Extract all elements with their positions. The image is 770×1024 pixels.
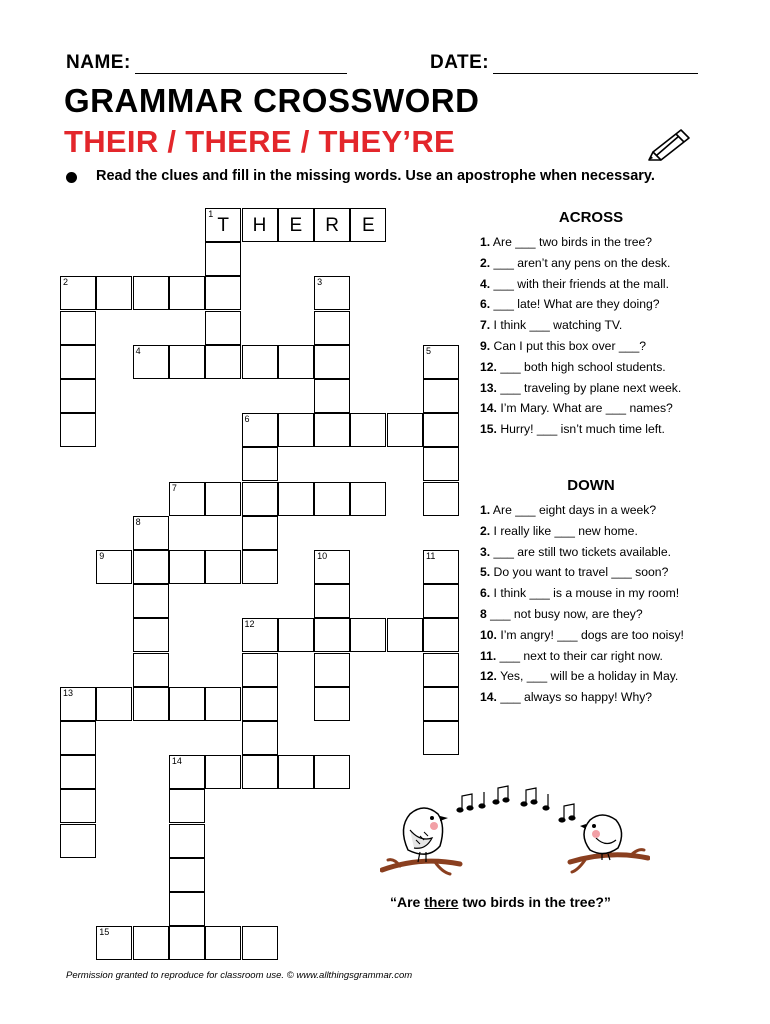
crossword-cell[interactable] (242, 618, 278, 652)
clue-text: Yes, ___ will be a holiday in May. (496, 669, 679, 684)
crossword-cell[interactable] (423, 584, 459, 618)
clue-number: 5 (426, 345, 432, 356)
crossword-cell[interactable] (169, 550, 205, 584)
crossword-cell[interactable] (314, 482, 350, 516)
crossword-cell[interactable] (423, 413, 459, 447)
clue-text: ___ are still two tickets available. (490, 544, 672, 559)
crossword-cell[interactable] (242, 755, 278, 789)
clue-number: 10. (480, 627, 497, 642)
crossword-cell[interactable] (133, 276, 169, 310)
clue-number: 2. (480, 523, 491, 538)
down-heading: DOWN (567, 477, 615, 494)
illustration-caption (390, 894, 611, 910)
crossword-cell[interactable] (278, 345, 314, 379)
clue-number: 2. (480, 255, 491, 270)
crossword-cell[interactable] (133, 926, 169, 960)
cell-letter: E (289, 215, 303, 236)
crossword-cell[interactable] (387, 413, 423, 447)
across-clue (480, 398, 681, 419)
across-clue (480, 419, 681, 440)
down-clue (480, 687, 684, 708)
clue-text: ___ with their friends at the mall. (490, 276, 670, 291)
music-notes (457, 786, 575, 822)
crossword-cell[interactable] (423, 618, 459, 652)
crossword-cell[interactable] (96, 687, 132, 721)
clue-number: 1. (480, 503, 491, 517)
crossword-cell[interactable] (133, 345, 169, 379)
crossword-cell[interactable] (169, 858, 205, 892)
across-clue (480, 315, 681, 336)
crossword-cell[interactable] (133, 516, 169, 550)
clue-text: Are ___ two birds in the tree? (490, 235, 653, 249)
crossword-cell[interactable] (169, 482, 205, 516)
clue-number: 4 (135, 345, 141, 356)
clue-number: 9 (99, 551, 105, 561)
clue-number: 12 (244, 619, 255, 630)
crossword-cell[interactable] (314, 584, 350, 618)
crossword-cell[interactable] (278, 618, 314, 652)
clue-number: 6. (480, 586, 491, 601)
clue-number: 15. (480, 422, 497, 437)
down-clue (480, 583, 684, 604)
clue-number: 3. (480, 544, 491, 559)
name-label: NAME: (66, 52, 131, 73)
birds-illustration (380, 780, 650, 880)
clue-text: I’m angry! ___ dogs are too noisy! (496, 627, 684, 642)
clue-text: ___ not busy now, are they? (486, 606, 643, 621)
clue-text: ___ always so happy! Why? (496, 690, 653, 705)
across-clue (480, 274, 681, 295)
clue-number: 13. (480, 380, 497, 395)
crossword-cell[interactable] (60, 276, 96, 310)
down-clues (480, 500, 684, 708)
crossword-cell[interactable] (314, 413, 350, 447)
cell-letter: R (325, 215, 339, 236)
clue-text: I really like ___ new home. (490, 523, 638, 538)
crossword-cell[interactable] (423, 687, 459, 721)
caption-close: two birds in the tree?” (458, 894, 611, 910)
crossword-cell[interactable] (60, 824, 96, 858)
crossword-cell[interactable] (133, 584, 169, 618)
crossword-cell[interactable] (242, 413, 278, 447)
clue-text: ___ traveling by plane next week. (496, 380, 682, 395)
clue-number: 11. (480, 648, 497, 663)
left-bird (403, 808, 448, 862)
crossword-cell[interactable] (60, 755, 96, 789)
caption-highlight: there (424, 894, 459, 910)
across-heading: ACROSS (558, 209, 624, 226)
across-clue (480, 232, 681, 253)
clue-text: Do you want to travel ___ soon? (490, 565, 669, 580)
down-clue (480, 521, 684, 542)
clue-number: 5. (480, 565, 491, 580)
crossword-cell[interactable] (205, 311, 241, 345)
down-clue (480, 625, 684, 646)
clue-number: 8 (480, 606, 487, 621)
crossword-cell[interactable] (278, 208, 314, 242)
crossword-cell[interactable] (350, 482, 386, 516)
crossword-cell[interactable] (60, 687, 96, 721)
clue-number: 13 (63, 687, 74, 698)
clue-number: 12. (480, 669, 497, 684)
clue-text: Are ___ eight days in a week? (490, 503, 657, 517)
crossword-cell[interactable] (205, 345, 241, 379)
crossword-cell[interactable] (205, 755, 241, 789)
crossword-cell[interactable] (314, 653, 350, 687)
crossword-cell[interactable] (314, 276, 350, 310)
clue-number: 7. (480, 318, 491, 333)
down-clue (480, 542, 684, 563)
crossword-cell[interactable] (60, 311, 96, 345)
crossword-cell[interactable] (169, 926, 205, 960)
cell-letter: E (362, 215, 375, 236)
crossword-cell[interactable] (423, 482, 459, 516)
clue-number: 11 (426, 551, 436, 561)
crossword-cell[interactable] (60, 721, 96, 755)
clue-text: I think ___ watching TV. (490, 318, 623, 333)
crossword-cell[interactable] (314, 687, 350, 721)
crossword-cell[interactable] (242, 550, 278, 584)
down-clue (480, 604, 684, 625)
clue-text: ___ aren’t any pens on the desk. (490, 255, 671, 270)
across-clue (480, 378, 681, 399)
crossword-cell[interactable] (242, 721, 278, 755)
crossword-cell[interactable] (60, 413, 96, 447)
clue-text: ___ next to their car right now. (496, 648, 663, 663)
crossword-cell[interactable] (278, 482, 314, 516)
clue-text: I’m Mary. What are ___ names? (496, 401, 673, 416)
crossword-cell[interactable] (242, 208, 278, 242)
across-clue (480, 294, 681, 315)
clue-number: 8 (135, 516, 141, 527)
crossword-cell[interactable] (242, 345, 278, 379)
crossword-cell[interactable] (133, 653, 169, 687)
clue-number: 1 (208, 209, 214, 219)
crossword-cell[interactable] (169, 687, 205, 721)
crossword-cell[interactable] (242, 482, 278, 516)
crossword-cell[interactable] (242, 687, 278, 721)
footer-permission: Permission granted to reproduce for classroom use. © www.allthingsgrammar.com (66, 970, 413, 981)
crossword-cell[interactable] (205, 687, 241, 721)
crossword-cell[interactable] (423, 653, 459, 687)
crossword-cell[interactable] (314, 618, 350, 652)
crossword-cell[interactable] (205, 550, 241, 584)
crossword-cell[interactable] (169, 755, 205, 789)
clue-number: 9. (480, 338, 491, 353)
crossword-cell[interactable] (205, 242, 241, 276)
clue-number: 14. (480, 401, 497, 416)
crossword-cell[interactable] (314, 311, 350, 345)
clue-number: 1. (480, 235, 491, 249)
clue-number: 4. (480, 276, 491, 291)
crossword-cell[interactable] (96, 550, 132, 584)
clue-number: 6. (480, 297, 491, 312)
crossword-cell[interactable] (242, 926, 278, 960)
crossword-cell[interactable] (314, 345, 350, 379)
instructions: Read the clues and fill in the missing words. Use an apostrophe when necessary. (96, 168, 655, 184)
crossword-cell[interactable] (423, 721, 459, 755)
clue-text: Can I put this box over ___? (490, 338, 646, 353)
crossword-cell[interactable] (60, 379, 96, 413)
clue-number: 10 (317, 551, 328, 561)
crossword-cell[interactable] (387, 618, 423, 652)
caption-open: “Are (390, 894, 425, 910)
clue-text: I think ___ is a mouse in my room! (490, 586, 680, 601)
crossword-cell[interactable] (314, 379, 350, 413)
clue-number: 6 (244, 414, 250, 425)
crossword-cell[interactable] (242, 516, 278, 550)
down-clue (480, 666, 684, 687)
clue-number: 7 (171, 482, 177, 493)
crossword-cell[interactable] (133, 687, 169, 721)
crossword-cell[interactable] (242, 653, 278, 687)
clue-text: ___ both high school students. (496, 359, 666, 374)
cell-letter: H (252, 215, 267, 236)
page-subtitle: THEIR / THERE / THEY’RE (64, 124, 455, 159)
crossword-cell[interactable] (133, 618, 169, 652)
crossword-cell[interactable] (96, 276, 132, 310)
crossword-cell[interactable] (350, 618, 386, 652)
clue-number: 14 (171, 756, 182, 767)
crossword-cell[interactable] (423, 550, 459, 584)
crossword-cell[interactable] (60, 345, 96, 379)
crossword-cell[interactable] (169, 345, 205, 379)
page-title: GRAMMAR CROSSWORD (64, 82, 480, 119)
clue-number: 2 (63, 277, 69, 288)
crossword-cell[interactable] (205, 482, 241, 516)
crossword-cell[interactable] (423, 379, 459, 413)
crossword-cell[interactable] (278, 413, 314, 447)
crossword-cell[interactable] (205, 208, 241, 242)
clue-number: 14. (480, 690, 497, 705)
crossword-cell[interactable] (169, 789, 205, 823)
down-clue (480, 500, 684, 521)
crossword-cell[interactable] (350, 413, 386, 447)
crossword-cell[interactable] (242, 447, 278, 481)
clue-number: 15 (99, 927, 110, 938)
crossword-cell[interactable] (314, 550, 350, 584)
clue-number: 3 (317, 277, 323, 288)
crossword-cell[interactable] (96, 926, 132, 960)
clue-text: ___ late! What are they doing? (490, 297, 660, 312)
crossword-cell[interactable] (350, 208, 386, 242)
crossword-cell[interactable] (278, 755, 314, 789)
crossword-cell[interactable] (205, 276, 241, 310)
crossword-cell[interactable] (60, 789, 96, 823)
across-clue (480, 253, 681, 274)
crossword-cell[interactable] (423, 345, 459, 379)
crossword-cell[interactable] (314, 755, 350, 789)
clue-text: Hurry! ___ isn’t much time left. (496, 422, 665, 437)
across-clues (480, 232, 681, 440)
crossword-cell[interactable] (314, 208, 350, 242)
across-clue (480, 357, 681, 378)
cell-letter: T (217, 215, 229, 236)
crossword-cell[interactable] (169, 892, 205, 926)
clue-number: 12. (480, 359, 497, 374)
crossword-cell[interactable] (423, 447, 459, 481)
date-label: DATE: (430, 52, 490, 73)
crossword-cell[interactable] (169, 824, 205, 858)
crossword-cell[interactable] (169, 276, 205, 310)
crossword-cell[interactable] (205, 926, 241, 960)
across-clue (480, 336, 681, 357)
down-clue (480, 562, 684, 583)
crossword-cell[interactable] (133, 550, 169, 584)
down-clue (480, 646, 684, 667)
